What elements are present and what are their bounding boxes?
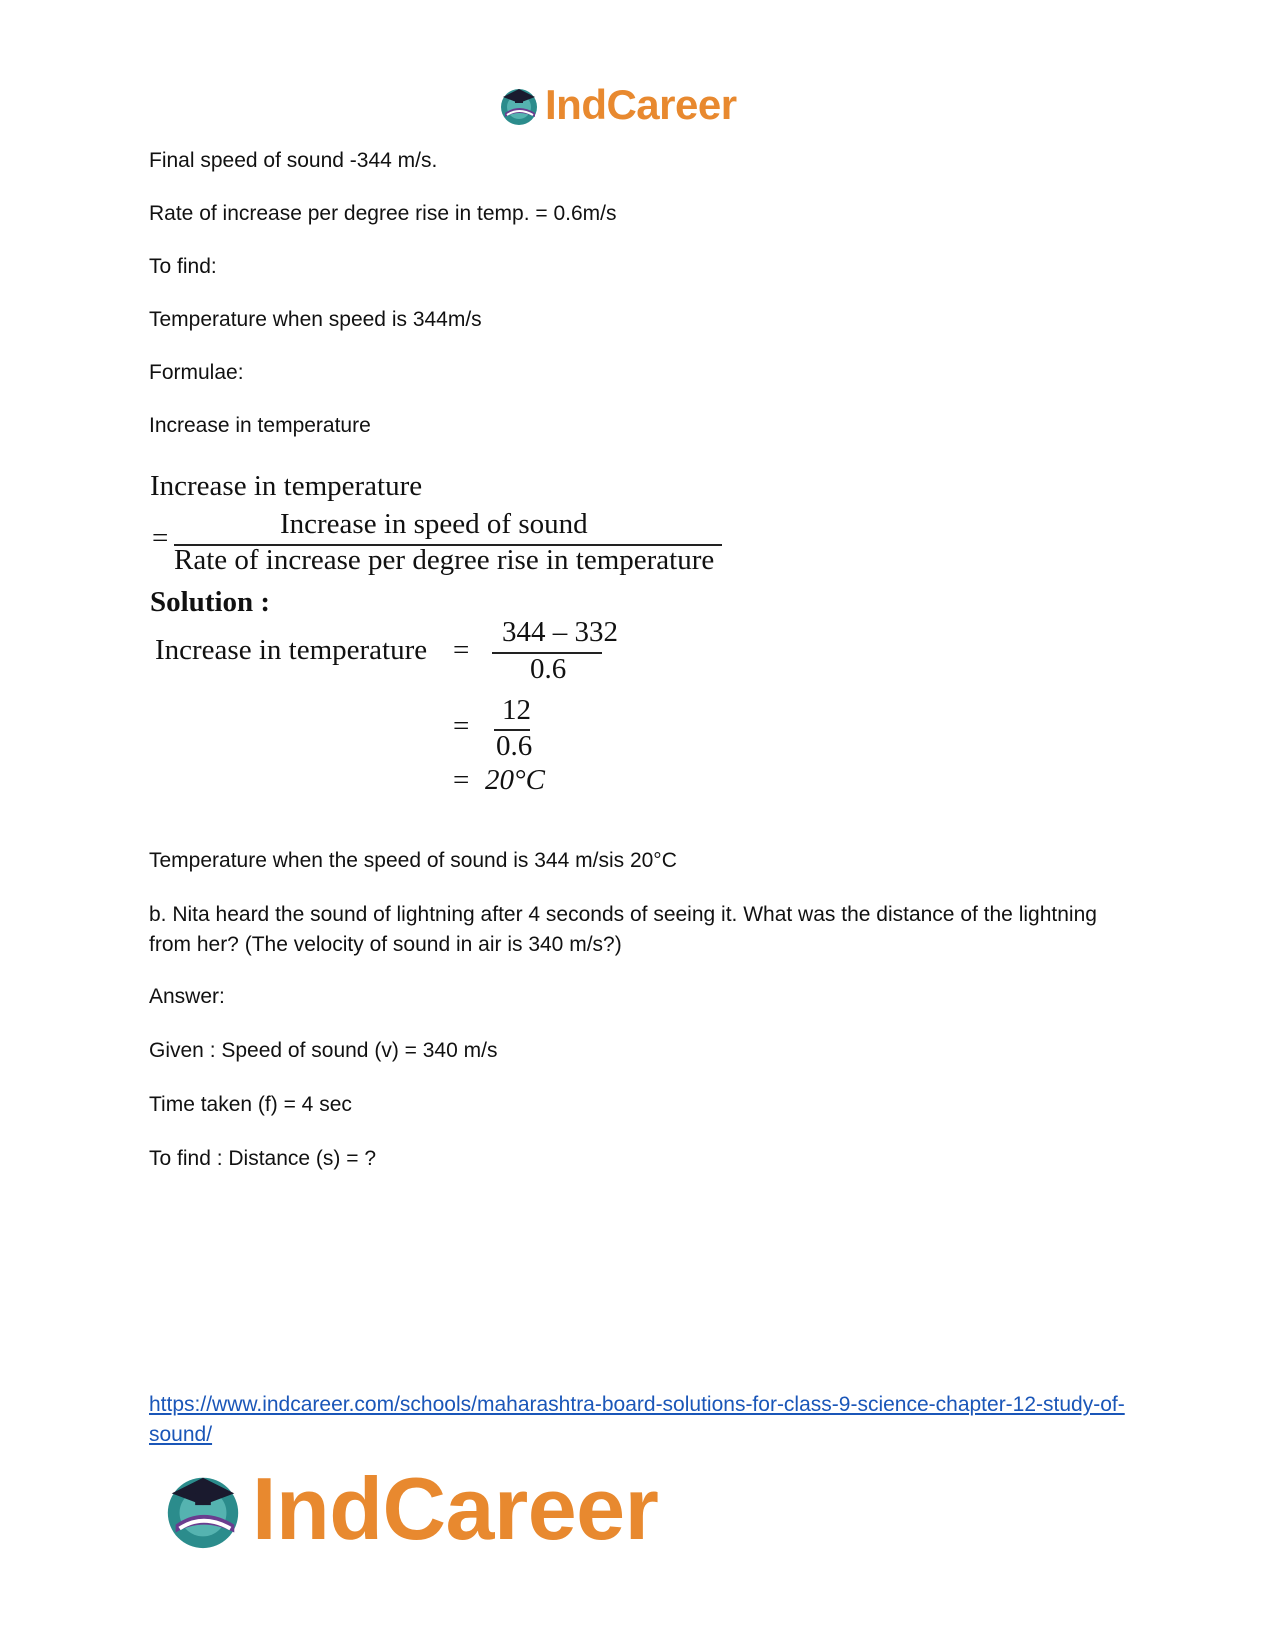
- solution-equals-3: =: [453, 764, 470, 796]
- footer-logo: [160, 1459, 659, 1558]
- step1-numerator: 344 – 332: [502, 616, 618, 648]
- formula-numerator: Increase in speed of sound: [280, 508, 588, 540]
- to-find-label: To find:: [149, 255, 217, 278]
- solution-heading: Solution :: [150, 586, 271, 618]
- step2-denominator: 0.6: [496, 730, 533, 762]
- given-speed: Given : Speed of sound (v) = 340 m/s: [149, 1039, 498, 1062]
- question-b: b. Nita heard the sound of lightning after 4 seconds of seeing it. What was the distance of the lightning from her? (The velocity of sound in air is 340 m/s?): [149, 903, 1097, 956]
- brand-name: IndCareer: [545, 81, 737, 128]
- step2-numerator: 12: [502, 694, 531, 726]
- graduation-cap-globe-icon: [160, 1466, 246, 1552]
- solution-lhs: Increase in temperature: [155, 634, 428, 666]
- formula-lhs: Increase in temperature: [150, 470, 423, 502]
- graduation-cap-globe-icon: [497, 83, 541, 127]
- to-find-value: Temperature when speed is 344m/s: [149, 308, 482, 331]
- step1-denominator: 0.6: [530, 653, 567, 685]
- source-link[interactable]: https://www.indcareer.com/schools/maharashtra-board-solutions-for-class-9-science-chapter-12-study-of-sound/: [149, 1393, 1125, 1446]
- formula-denominator: Rate of increase per degree rise in temperature: [174, 544, 715, 576]
- formula-equals: =: [152, 522, 169, 554]
- solution-equals-2: =: [453, 710, 470, 742]
- header-logo: [497, 80, 737, 130]
- brand-name: IndCareer: [252, 1459, 659, 1558]
- to-find-distance: To find : Distance (s) = ?: [149, 1147, 377, 1170]
- formulae-text: Increase in temperature: [149, 414, 371, 437]
- solution-result: 20°C: [485, 764, 545, 796]
- given-time: Time taken (f) = 4 sec: [149, 1093, 352, 1116]
- temperature-conclusion: Temperature when the speed of sound is 344 m/sis 20°C: [149, 849, 677, 872]
- answer-label: Answer:: [149, 985, 225, 1008]
- given-rate: Rate of increase per degree rise in temp. = 0.6m/s: [149, 202, 617, 225]
- formula-solution-block: [150, 470, 740, 830]
- solution-equals-1: =: [453, 634, 470, 666]
- given-final-speed: Final speed of sound -344 m/s.: [149, 149, 438, 172]
- formulae-label: Formulae:: [149, 361, 244, 384]
